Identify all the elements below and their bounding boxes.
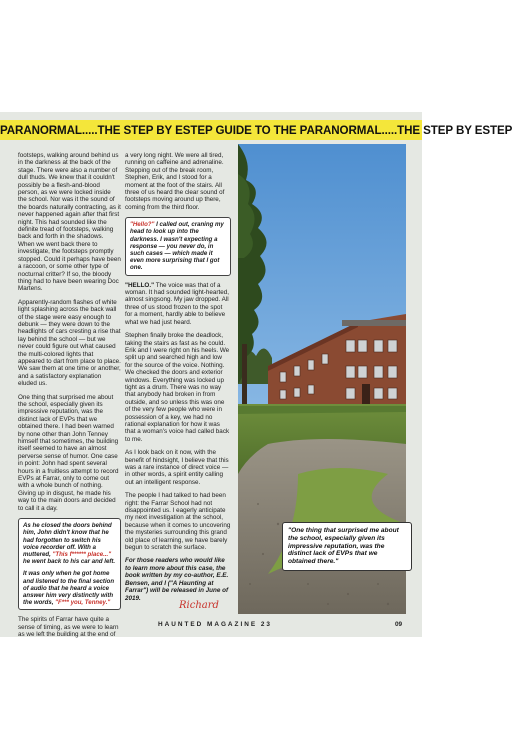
paragraph-text: The voice was that of a woman. It had sounded light-hearted, almost singsong. My jaw dropped. All three of us stood frozen to the spot for a moment, hardly able to believe what we had just heard.	[125, 281, 229, 326]
paragraph: Stephen finally broke the deadlock, taking the stairs as fast as he could. Erik and I were right on his heels. We split up and searched high and low for the source of the voice. Nothing. We checked the doors and exterior windows. Everything was locked up tight as a drum. There was no way that anybody had broken in from outside, and so unless this was one of the very few people who were in possession of a key, we had no rational explanation for how it was that a woman's voice had called back to me.	[125, 332, 230, 443]
paragraph: As I look back on it now, with the benefit of hindsight, I believe that this was a rare instance of direct voice — in other words, a spirit entity calling out an intelligent response.	[125, 449, 229, 486]
hello-bold: "HELLO."	[125, 281, 155, 289]
paragraph: footsteps, walking around behind us in the darkness at the back of the stage. There were also a number of dull thuds. We knew that it couldn't possibly be a flesh-and-blood person, as we were locked inside the school. Nor was it the sound of the boards naturally contracting, as it never happened again after that first night. This had sounded like the definite tread of footsteps, walking back and forth in the shadows. When we went back there to investigate, the footsteps promptly stopped. Could it perhaps have been a raccoon, or some other type of nocturnal critter? If so, the bloody thing had to have been wearing Doc Martens.	[18, 152, 121, 293]
pull-quote-text: "One thing that surprised me about the school, especially given its impressive reputation, was the distinct lack of EVPs that we obtained there."	[288, 527, 399, 566]
callout-paragraph	[23, 522, 116, 565]
magazine-page	[0, 112, 512, 639]
paragraph: The people I had talked to had been right: the Farrar School had not disappointed us. I eagerly anticipate my next investigation at the school, because when it comes to uncovering the mysteries surrounding this grand old place of learning, we have barely begun to scratch the surface.	[125, 492, 231, 552]
callout-box	[18, 518, 121, 610]
callout-text: As he closed the doors behind him, John didn't know that he had forgotten to switch his voice recorder off. With a muttered,	[23, 522, 112, 558]
banner-text: PARANORMAL.....THE STEP BY ESTEP GUIDE TO THE PARANORMAL.....THE STEP BY ESTEP	[0, 123, 512, 137]
pull-quote	[282, 522, 412, 571]
page-number: 09	[395, 621, 403, 628]
callout-quote: "Hello?"	[130, 221, 155, 229]
callout-text: It was only when he got home and listened to the final section of audio that he heard a voice answer him very distinctly with the words,	[23, 570, 115, 607]
callout-box	[125, 217, 231, 275]
callout-paragraph	[23, 570, 116, 606]
paragraph: a very long night. We were all tired, running on caffeine and adrenaline. Stepping out of the break room, Stephen, Erik, and I stood for a moment at the foot of the stairs. All three of us heard the clear sound of footsteps moving around up there, coming from the third floor.	[125, 152, 225, 211]
footer-publication: HAUNTED MAGAZINE 23	[158, 621, 272, 628]
callout-text: he went back to his car and left.	[23, 558, 116, 566]
article-column-2	[125, 152, 231, 608]
paragraph: The spirits of Farrar have quite a sense of timing, as we were to learn as we left the building at the end of	[18, 616, 119, 639]
callout-quote: "F*** you, Tenney."	[55, 599, 111, 607]
paragraph	[125, 282, 231, 326]
paragraph-promo: For those readers who would like to learn more about this case, the book written by my co-author, E.E. Bensen, and I ("A Haunting at Farrar") will be released in June of 2019.	[125, 557, 229, 602]
banner-strip	[0, 120, 512, 140]
paragraph: Apparently-random flashes of white light splashing across the back wall of the stage were easy enough to debunk — they were down to the headlights of cars cresting a rise that lay behind the school — but we never could figure out what caused the multi-colored lights that appeared to dart from place to place. We saw them at one time or another, and a satisfactory explanation eluded us.	[18, 298, 121, 388]
article-column-1	[18, 152, 121, 645]
callout-quote: "This f****** place..."	[52, 550, 112, 558]
callout-text: I called out, craning my head to look up into the darkness. I wasn't expecting a response — you never do, in such cases — which made it even more surprising that I got one.	[130, 221, 224, 272]
paragraph: One thing that surprised me about the school, especially given its impressive reputation, was the distinct lack of EVPs that we obtained there. I had been warned by none other than John Tenney himself that sometimes, the building itself seemed to have an almost perverse sense of humor. One case in point: John had spent several hours in a fruitless attempt to record EVPs at Farrar, only to come out with a whole bunch of nothing. Giving up in disgust, he made his way to the main doors and decided to call it a day.	[18, 393, 119, 512]
author-signature: Richard	[179, 600, 219, 611]
